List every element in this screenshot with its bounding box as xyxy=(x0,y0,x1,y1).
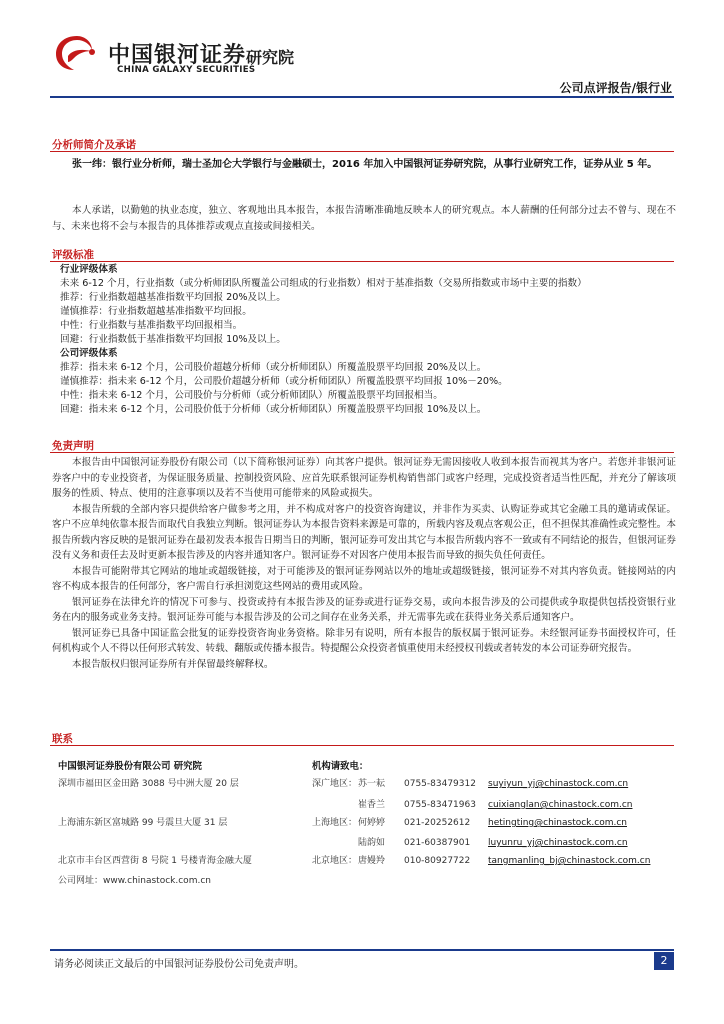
contact-email-link[interactable]: luyunru_yj@chinastock.com.cn xyxy=(488,838,628,848)
logo-wordmark-en: CHINA GALAXY SECURITIES xyxy=(117,65,256,75)
address-beijing: 北京市丰台区西营街 8 号院 1 号楼青海金融大厦 xyxy=(58,856,252,866)
sales-title: 机构请致电： xyxy=(312,761,369,772)
section-divider xyxy=(50,151,674,152)
company-rating-line: 推荐：指未来 6-12 个月，公司股价超越分析师（或分析师团队）所覆盖股票平均回报 20%及以上。 xyxy=(60,362,487,373)
contact-name: 苏一耘 xyxy=(358,779,386,789)
section-title-rating: 评级标准 xyxy=(52,249,94,261)
industry-rating-line: 谨慎推荐：行业指数超越基准指数平均回报。 xyxy=(60,306,252,317)
address-shenzhen: 深圳市福田区金田路 3088 号中洲大厦 20 层 xyxy=(58,779,239,789)
contact-email-link[interactable]: hetingting@chinastock.com.cn xyxy=(488,818,627,828)
disclaimer-paragraph: 银河证券在法律允许的情况下可参与、投资或持有本报告涉及的证券或进行证券交易，或向本报告涉及的公司提供或争取提供包括投资银行业务在内的服务或业务支持。银河证券可能与本报告涉及的公司之间存在业务关系，并无需事先或在获得业务关系后通知客户。 xyxy=(52,596,676,623)
disclaimer-body xyxy=(52,455,676,672)
section-divider xyxy=(50,745,674,746)
analyst-intro: 张一纬：银行业分析师，瑞士圣加仑大学银行与金融硕士，2016 年加入中国银河证券研究院，从事行业研究工作，证券从业 5 年。 xyxy=(72,159,658,170)
contact-phone: 0755-83471963 xyxy=(404,800,476,810)
company-website[interactable]: 公司网址：www.chinastock.com.cn xyxy=(58,876,211,886)
section-divider xyxy=(50,452,674,453)
galaxy-logo-icon xyxy=(54,32,100,72)
contact-phone: 0755-83479312 xyxy=(404,779,476,789)
industry-rating-line: 回避：行业指数低于基准指数平均回报 10%及以上。 xyxy=(60,334,286,345)
disclaimer-paragraph: 本报告可能附带其它网站的地址或超级链接，对于可能涉及的银河证券网站以外的地址或超级链接，银河证券不对其内容负责。链接网站的内容不构成本报告的任何部分，客户需自行承担浏览这些网站的费用或风险。 xyxy=(52,565,676,592)
page-number: 2 xyxy=(654,952,674,970)
footer-divider xyxy=(50,949,674,951)
section-title-analyst: 分析师简介及承诺 xyxy=(52,139,136,151)
company-rating-line: 谨慎推荐：指未来 6-12 个月，公司股价超越分析师（或分析师团队）所覆盖股票平均回报 10%－20%。 xyxy=(60,376,508,387)
rating-block xyxy=(60,263,672,417)
contact-row xyxy=(312,835,628,848)
company-rating-line: 中性：指未来 6-12 个月，公司股价与分析师（或分析师团队）所覆盖股票平均回报相当。 xyxy=(60,390,443,401)
industry-rating-line: 推荐：行业指数超越基准指数平均回报 20%及以上。 xyxy=(60,292,286,303)
company-rating-line: 回避：指未来 6-12 个月，公司股价低于分析师（或分析师团队）所覆盖股票平均回报 10%及以上。 xyxy=(60,404,487,415)
section-title-disclaimer: 免责声明 xyxy=(52,440,94,452)
contact-row xyxy=(312,776,628,789)
contact-row xyxy=(312,815,627,828)
contact-row xyxy=(312,853,650,866)
industry-rating-heading: 行业评级体系 xyxy=(60,264,118,275)
disclaimer-paragraph: 本报告由中国银河证券股份有限公司（以下简称银河证券）向其客户提供。银河证券无需因接收人收到本报告而视其为客户。若您并非银河证券客户中的专业投资者，为保证服务质量、控制投资风险、应首先联系银河证券机构销售部门或客户经理，完成投资者适当性匹配，并充分了解该项服务的性质、特点、使用的注意事项以及若不当使用可能带来的风险或损失。 xyxy=(52,457,676,499)
analyst-commitment: 本人承诺，以勤勉的执业态度，独立、客观地出具本报告，本报告清晰准确地反映本人的研究观点。本人薪酬的任何部分过去不曾与、现在不与、未来也将不会与本报告的具体推荐或观点直接或间接相关。 xyxy=(52,205,676,232)
contact-phone: 010-80927722 xyxy=(404,856,471,866)
logo-wordmark-cn: 中国银河证券 xyxy=(108,43,247,68)
disclaimer-paragraph: 本报告版权归银河证券所有并保留最终解释权。 xyxy=(72,658,274,670)
contact-name: 何婷婷 xyxy=(358,818,386,828)
contact-phone: 021-60387901 xyxy=(404,838,471,848)
contact-name: 崔香兰 xyxy=(358,800,386,810)
logo-subtitle: 研究院 xyxy=(246,48,295,67)
contact-email-link[interactable]: suyiyun_yj@chinastock.com.cn xyxy=(488,779,629,789)
address-shanghai: 上海浦东新区富城路 99 号震旦大厦 31 层 xyxy=(58,818,228,828)
contact-phone: 021-20252612 xyxy=(404,818,471,828)
industry-rating-desc: 未来 6-12 个月，行业指数（或分析师团队所覆盖公司组成的行业指数）相对于基准指数（交易所指数或市场中主要的指数） xyxy=(60,278,587,289)
contact-name: 陆韵如 xyxy=(358,838,386,848)
company-rating-heading: 公司评级体系 xyxy=(60,348,118,359)
disclaimer-paragraph: 本报告所载的全部内容只提供给客户做参考之用，并不构成对客户的投资咨询建议，并非作为买卖、认购证券或其它金融工具的邀请或保证。客户不应单纯依靠本报告而取代自我独立判断。银河证券认为本报告资料来源是可靠的，所载内容及观点客观公正，但不担保其准确性或完整性。本报告所载内容反映的是银河证券在最初发表本报告日期当日的判断，银河证券可发出其它与本报告所载内容不一致或有不同结论的报告，但银河证券没有义务和责任去及时更新本报告涉及的内容并通知客户。银河证券不对因客户使用本报告而导致的损失负任何责任。 xyxy=(52,503,676,561)
contact-region: 上海地区： xyxy=(312,818,358,828)
contact-name: 唐嫚羚 xyxy=(358,856,386,866)
section-title-contact: 联系 xyxy=(52,733,73,745)
contact-email-link[interactable]: tangmanling_bj@chinastock.com.cn xyxy=(488,856,651,866)
footer-notice: 请务必阅读正文最后的中国银河证券股份公司免责声明。 xyxy=(54,959,304,970)
section-divider xyxy=(50,261,674,262)
contact-region: 北京地区： xyxy=(312,856,358,866)
disclaimer-paragraph: 银河证券已具备中国证监会批复的证券投资咨询业务资格。除非另有说明，所有本报告的版权属于银河证券。未经银河证券书面授权许可，任何机构或个人不得以任何形式转发、转载、翻版或传播本报告。特提醒公众投资者慎重使用未经授权刊载或者转发的本公司证券研究报告。 xyxy=(52,627,676,654)
industry-rating-line: 中性：行业指数与基准指数平均回报相当。 xyxy=(60,320,243,331)
company-name: 中国银河证券股份有限公司 研究院 xyxy=(58,761,202,772)
contact-region: 深广地区： xyxy=(312,779,358,789)
header-divider xyxy=(50,96,674,98)
contact-email-link[interactable]: cuixianglan@chinastock.com.cn xyxy=(488,800,633,810)
report-category: 公司点评报告/银行业 xyxy=(559,81,672,95)
contact-row xyxy=(312,797,632,810)
